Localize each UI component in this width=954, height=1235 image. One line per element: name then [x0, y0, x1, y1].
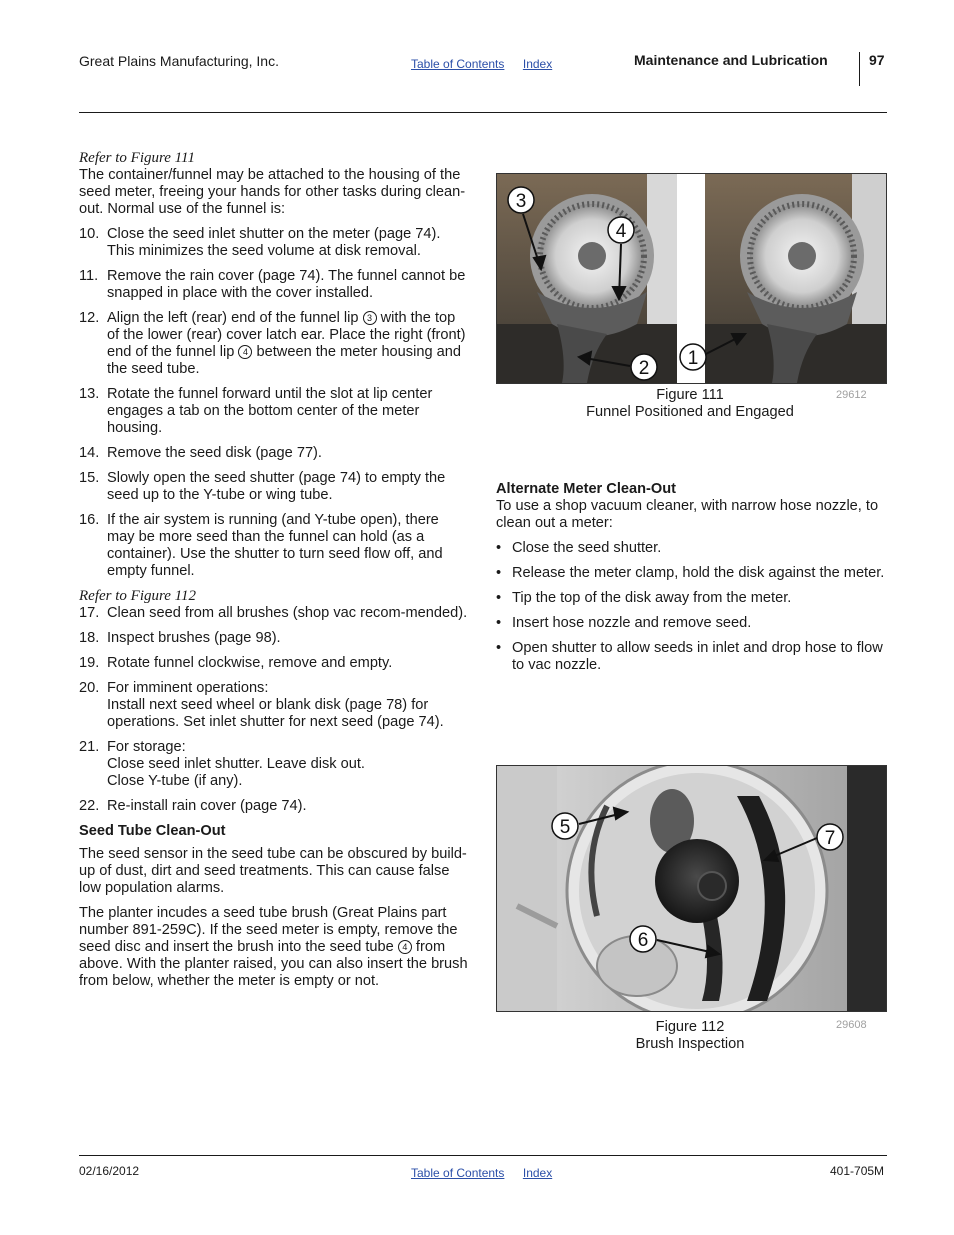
list-item: • Open shutter to allow seeds in inlet and drop hose to flow to vac nozzle.	[496, 640, 888, 674]
callout-ref-3: 3	[363, 311, 377, 325]
figure-111-photo	[496, 173, 887, 384]
list-item: • Insert hose nozzle and remove seed.	[496, 615, 888, 632]
figure-111-title: Funnel Positioned and Engaged	[586, 404, 794, 420]
callout-5-label: 5	[559, 817, 571, 838]
figure-112-id: 29608	[836, 1019, 867, 1031]
figure-112-label: Figure 112	[655, 1019, 725, 1035]
list-item: 18. Inspect brushes (page 98).	[79, 630, 281, 646]
list-item: 11. Remove the rain cover (page 74). The funnel cannot be snapped in place with the cover installed.	[79, 268, 466, 301]
index-link[interactable]: Index	[522, 57, 553, 71]
figure-112-photo	[496, 765, 887, 1012]
list-item: 15. Slowly open the seed shutter (page 74) to empty the seed up to the Y-tube or wing tube.	[79, 470, 446, 503]
refer-figure-111: Refer to Figure 111	[79, 150, 195, 166]
callout-2-label: 2	[638, 358, 650, 379]
brush-illustration	[497, 766, 886, 1011]
header-nav	[411, 55, 566, 73]
footer-nav	[411, 1164, 566, 1182]
figure-111-caption	[540, 387, 840, 421]
seed-tube-heading: Seed Tube Clean-Out	[79, 823, 226, 839]
figure-112-caption	[540, 1019, 840, 1053]
list-item: 12. Align the left (rear) end of the funnel lip 3 with the top of the lower (rear) cover latch ear. Place the right (front) end of the funnel lip 4 between the meter housing and the seed tube.	[79, 310, 466, 377]
left-column	[79, 150, 469, 998]
footer-doc-number: 401-705M	[830, 1164, 885, 1178]
list-item: 14. Remove the seed disk (page 77).	[79, 445, 322, 461]
footer-rule	[79, 1155, 887, 1156]
list-item: 21. For storage: Close seed inlet shutter. Leave disk out. Close Y-tube (if any).	[79, 739, 365, 789]
steps-list-2	[79, 605, 469, 815]
callout-ref-4: 4	[398, 940, 412, 954]
list-item: 22. Re-install rain cover (page 74).	[79, 798, 307, 814]
list-item: 10. Close the seed inlet shutter on the meter (page 74). This minimizes the seed volume at disk removal.	[79, 226, 441, 259]
header-divider	[859, 52, 860, 86]
list-item: 16. If the air system is running (and Y-tube open), there may be more seed than the funnel can hold (as a container). Use the shutter to turn seed flow off, and empty funnel.	[79, 512, 443, 579]
funnel-illustration	[497, 174, 886, 383]
figure-112-title: Brush Inspection	[635, 1036, 745, 1052]
list-item: 17. Clean seed from all brushes (shop vac recom-mended).	[79, 605, 468, 621]
page-number: 97	[869, 52, 885, 68]
company-name: Great Plains Manufacturing, Inc.	[79, 53, 279, 69]
alternate-cleanout-heading: Alternate Meter Clean-Out	[496, 481, 677, 497]
toc-link[interactable]: Table of Contents	[411, 1166, 505, 1180]
steps-list-1	[79, 226, 469, 580]
index-link[interactable]: Index	[522, 1166, 553, 1180]
seed-tube-paragraph-2: The planter incudes a seed tube brush (Great Plains part number 891-259C). If the seed meter is empty, remove the seed disc and insert the brush into the seed tube 4 from above. With the planter raised, you can also insert the brush from below, whether the meter is empty or not.	[79, 905, 468, 989]
section-title: Maintenance and Lubrication	[634, 52, 828, 68]
figure-111-label: Figure 111	[656, 387, 724, 403]
list-item: 20. For imminent operations: Install next seed wheel or blank disk (page 78) for operations. Set inlet shutter for next seed (page 74).	[79, 680, 444, 730]
refer-figure-112: Refer to Figure 112	[79, 588, 197, 604]
callout-6-label: 6	[637, 930, 649, 951]
figure-111-id: 29612	[836, 389, 867, 401]
list-item: 19. Rotate funnel clockwise, remove and empty.	[79, 655, 393, 671]
alternate-cleanout-intro: To use a shop vacuum cleaner, with narrow hose nozzle, to clean out a meter:	[496, 498, 879, 531]
list-item: 13. Rotate the funnel forward until the slot at lip center engages a tab on the bottom center of the meter housing.	[79, 386, 433, 436]
callout-3-label: 3	[515, 191, 527, 212]
toc-link[interactable]: Table of Contents	[411, 57, 505, 71]
callout-ref-4: 4	[238, 345, 252, 359]
funnel-intro: The container/funnel may be attached to the housing of the seed meter, freeing your hands for other tasks during clean-out. Normal use of the funnel is:	[79, 167, 466, 217]
seed-tube-paragraph-1: The seed sensor in the seed tube can be obscured by build-up of dust, dirt and seed treatments. This can cause false low population alarms.	[79, 846, 467, 896]
callout-1-label: 1	[687, 348, 699, 369]
list-item: • Close the seed shutter.	[496, 540, 888, 557]
list-item: • Tip the top of the disk away from the meter.	[496, 590, 888, 607]
list-item: • Release the meter clamp, hold the disk against the meter.	[496, 565, 888, 582]
callout-7-label: 7	[824, 828, 836, 849]
alternate-cleanout-section	[496, 481, 888, 682]
header-rule	[79, 112, 887, 113]
footer-date: 02/16/2012	[79, 1164, 140, 1178]
alternate-cleanout-bullets	[496, 540, 888, 674]
callout-4-label: 4	[615, 221, 627, 242]
